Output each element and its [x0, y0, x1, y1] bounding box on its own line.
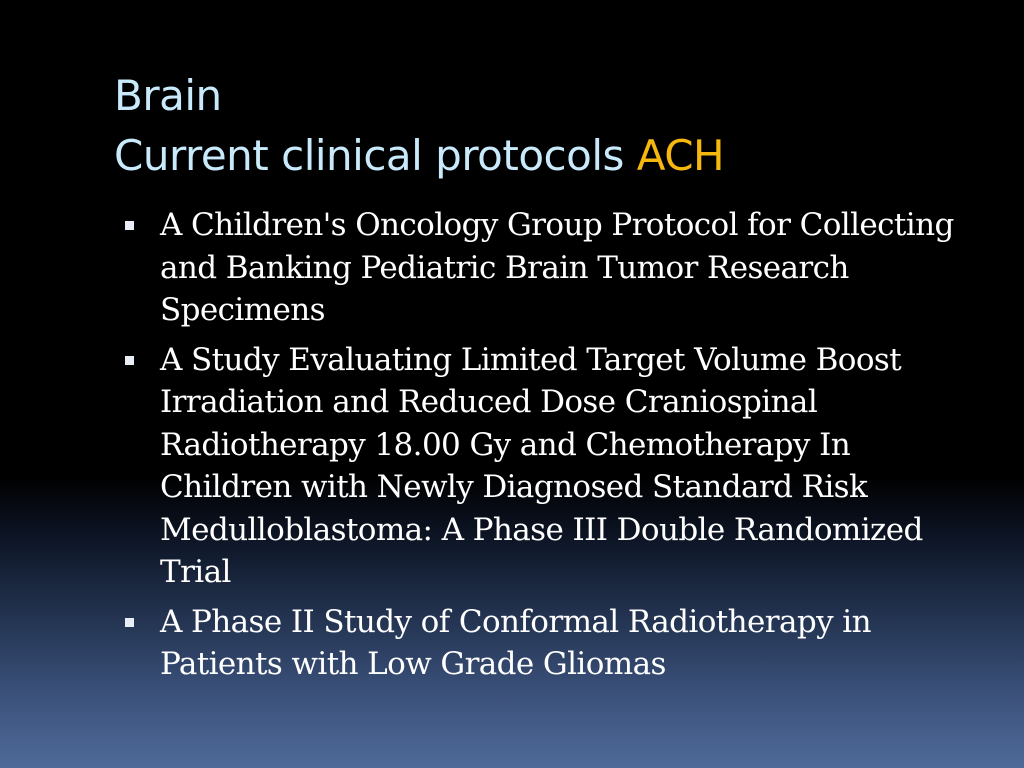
title-line-1: Brain	[114, 71, 222, 120]
slide-title	[114, 66, 974, 186]
bullet-text: A Children's Oncology Group Protocol for Collecting and Banking Pediatric Brain Tumor Research Specimens	[160, 207, 954, 328]
bullet-item	[122, 601, 962, 686]
square-bullet-icon	[125, 356, 134, 365]
bullet-item	[122, 339, 962, 594]
title-accent: ACH	[636, 131, 725, 180]
title-line-2-text: Current clinical protocols	[114, 131, 624, 180]
title-line-2	[114, 126, 974, 186]
bullet-list	[122, 204, 962, 693]
square-bullet-icon	[125, 618, 134, 627]
square-bullet-icon	[125, 221, 134, 230]
bullet-text: A Study Evaluating Limited Target Volume Boost Irradiation and Reduced Dose Craniospinal Radiotherapy 18.00 Gy and Chemotherapy In Children with Newly Diagnosed Standard Risk Medulloblastoma: A Phase III Double Randomized Trial	[160, 341, 923, 590]
bullet-item	[122, 204, 962, 332]
bullet-text: A Phase II Study of Conformal Radiotherapy in Patients with Low Grade Gliomas	[160, 603, 871, 682]
